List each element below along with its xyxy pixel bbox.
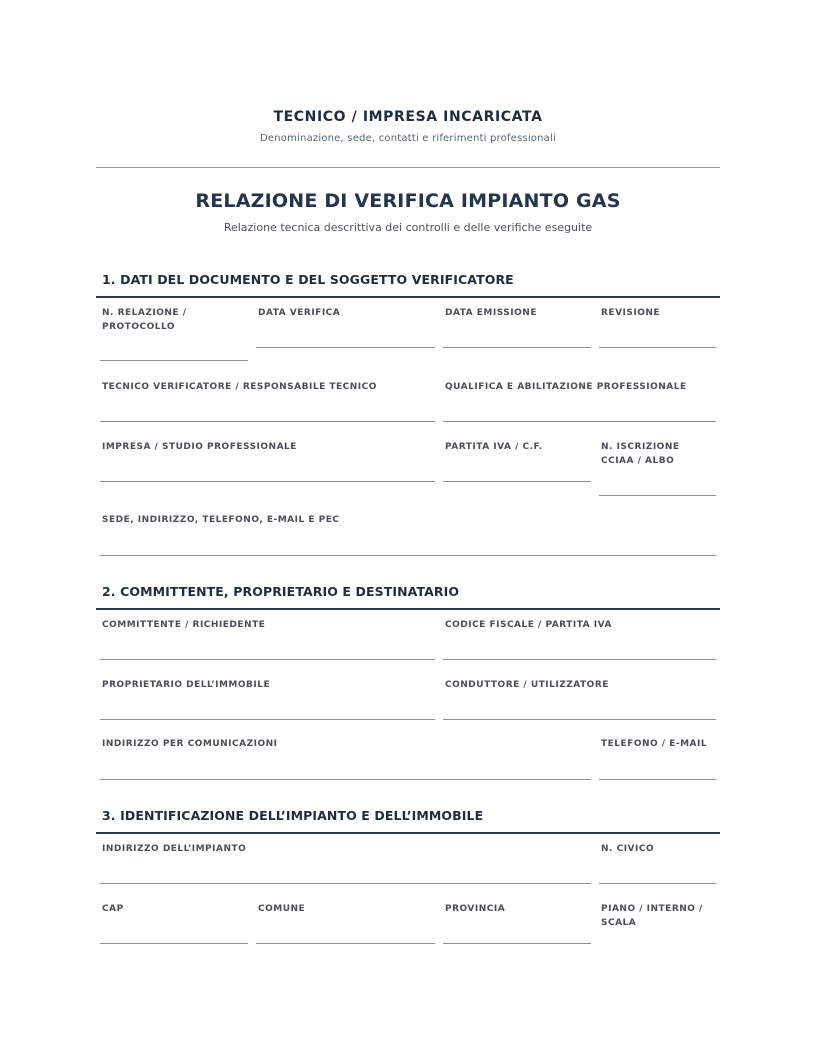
field-comune[interactable] <box>258 902 435 916</box>
section-impianto <box>96 806 720 834</box>
field-label: N. CIVICO <box>601 844 655 854</box>
field-indirizzo-comunicazioni[interactable] <box>102 737 591 751</box>
field-codice-fiscale[interactable] <box>445 618 716 632</box>
field-cap[interactable] <box>102 902 248 916</box>
field-label: QUALIFICA E ABILITAZIONE PROFESSIONALE <box>445 382 687 392</box>
field-label: N. ISCRIZIONE CCIAA / ALBO <box>601 442 680 466</box>
field-label: CONDUTTORE / UTILIZZATORE <box>445 680 609 690</box>
field-label: CAP <box>102 904 124 914</box>
field-label: PROPRIETARIO DELL’IMMOBILE <box>102 680 271 690</box>
header-divider <box>96 167 720 168</box>
field-data-emissione[interactable] <box>445 306 591 320</box>
field-qualifica[interactable] <box>445 380 716 394</box>
section-heading <box>96 582 720 610</box>
field-label: COMMITTENTE / RICHIEDENTE <box>102 620 266 630</box>
field-partita-iva[interactable] <box>445 440 591 454</box>
field-input-line[interactable] <box>599 495 716 496</box>
field-impresa[interactable] <box>102 440 435 454</box>
field-label: TECNICO VERIFICATORE / RESPONSABILE TECNICO <box>102 382 377 392</box>
field-civico[interactable] <box>601 842 716 856</box>
field-label: CODICE FISCALE / PARTITA IVA <box>445 620 612 630</box>
field-label: INDIRIZZO DELL’IMPIANTO <box>102 844 247 854</box>
field-input-line[interactable] <box>100 421 435 422</box>
section-committente <box>96 582 720 610</box>
field-revisione[interactable] <box>601 306 716 320</box>
firm-title: TECNICO / IMPRESA INCARICATA <box>273 109 543 125</box>
field-input-line[interactable] <box>599 883 716 884</box>
field-input-line[interactable] <box>599 347 716 348</box>
field-label: DATA EMISSIONE <box>445 308 537 318</box>
field-input-line[interactable] <box>256 347 435 348</box>
field-label: TELEFONO / E-MAIL <box>601 739 708 749</box>
field-piano[interactable] <box>601 902 716 930</box>
section-title: 1. DATI DEL DOCUMENTO E DEL SOGGETTO VERIFICATORE <box>102 272 514 287</box>
field-data-verifica[interactable] <box>258 306 435 320</box>
field-input-line[interactable] <box>443 719 716 720</box>
field-label: PROVINCIA <box>445 904 506 914</box>
field-input-line[interactable] <box>100 779 591 780</box>
section-title: 2. COMMITTENTE, PROPRIETARIO E DESTINATARIO <box>102 584 460 599</box>
field-input-line[interactable] <box>443 347 591 348</box>
field-iscrizione[interactable] <box>601 440 716 468</box>
field-label: REVISIONE <box>601 308 661 318</box>
field-sede[interactable] <box>102 513 716 527</box>
field-input-line[interactable] <box>100 481 435 482</box>
field-input-line[interactable] <box>100 659 435 660</box>
field-proprietario[interactable] <box>102 678 435 692</box>
field-input-line[interactable] <box>256 943 435 944</box>
field-label: IMPRESA / STUDIO PROFESSIONALE <box>102 442 297 452</box>
field-input-line[interactable] <box>443 659 716 660</box>
document-title: RELAZIONE DI VERIFICA IMPIANTO GAS <box>195 190 621 212</box>
field-label: DATA VERIFICA <box>258 308 341 318</box>
field-input-line[interactable] <box>100 883 591 884</box>
field-input-line[interactable] <box>100 719 435 720</box>
firm-subtitle: Denominazione, sede, contatti e riferimenti professionali <box>260 133 556 144</box>
field-input-line[interactable] <box>100 360 248 361</box>
section-document-data <box>96 270 720 298</box>
field-telefono[interactable] <box>601 737 716 751</box>
field-conduttore[interactable] <box>445 678 716 692</box>
section-title: 3. IDENTIFICAZIONE DELL’IMPIANTO E DELL’IMMOBILE <box>102 808 484 823</box>
field-input-line[interactable] <box>100 555 716 556</box>
section-heading <box>96 270 720 298</box>
field-label: N. RELAZIONE / PROTOCOLLO <box>102 308 187 332</box>
field-input-line[interactable] <box>599 779 716 780</box>
field-n-relazione[interactable] <box>102 306 248 334</box>
field-tecnico[interactable] <box>102 380 435 394</box>
field-indirizzo-impianto[interactable] <box>102 842 591 856</box>
field-input-line[interactable] <box>443 481 591 482</box>
field-label: PARTITA IVA / C.F. <box>445 442 543 452</box>
field-input-line[interactable] <box>443 421 716 422</box>
field-label: PIANO / INTERNO / SCALA <box>601 904 703 928</box>
field-label: COMUNE <box>258 904 306 914</box>
field-input-line[interactable] <box>443 943 591 944</box>
document-subtitle: Relazione tecnica descrittiva dei controlli e delle verifiche eseguite <box>223 221 593 234</box>
field-input-line[interactable] <box>100 943 248 944</box>
field-label: INDIRIZZO PER COMUNICAZIONI <box>102 739 278 749</box>
field-committente[interactable] <box>102 618 435 632</box>
section-heading <box>96 806 720 834</box>
field-label: SEDE, INDIRIZZO, TELEFONO, E-MAIL E PEC <box>102 515 340 525</box>
field-provincia[interactable] <box>445 902 591 916</box>
